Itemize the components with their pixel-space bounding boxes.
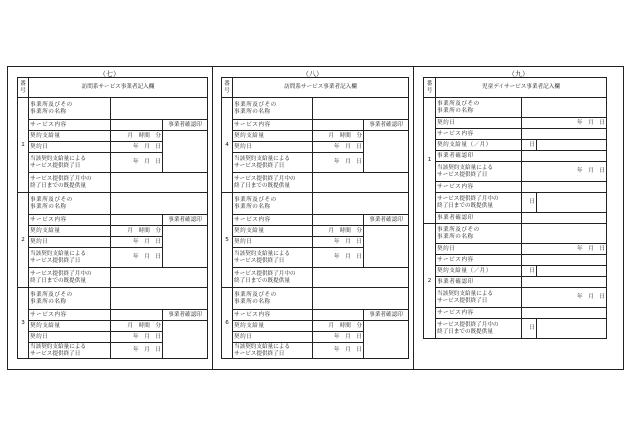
entry-number: 3 <box>18 288 29 359</box>
contract-amount-label: 契約支給量 <box>233 321 313 332</box>
section-title: 訪問系サービス事業者記入欄 <box>29 78 208 98</box>
service-content-label: サービス内容 <box>436 129 522 140</box>
confirm-stamp-label: 事業者確認印 <box>163 120 208 131</box>
entry-number: 2 <box>424 224 436 339</box>
office-name-label: 事業所及びその 事業所の名称 <box>29 288 111 310</box>
confirm-stamp-label: 事業者確認印 <box>436 277 522 288</box>
service-content-field[interactable] <box>111 215 163 226</box>
service-content-field[interactable] <box>522 182 607 193</box>
contract-amount-label: 契約支給量 <box>233 131 313 142</box>
end-date-field[interactable]: 年 月 日 <box>313 153 364 173</box>
contract-amount-field[interactable]: 月 時間 分 <box>313 226 364 237</box>
contract-amount-field[interactable]: 日 <box>522 140 537 151</box>
contract-amount-field[interactable]: 月 時間 分 <box>111 321 163 332</box>
section-title: 児童デイサービス事業者記入欄 <box>436 78 607 98</box>
service-table-7 <box>17 77 208 359</box>
service-content-label: サービス内容 <box>29 215 111 226</box>
service-content-field[interactable] <box>111 310 163 321</box>
confirm-stamp-label: 事業者確認印 <box>436 151 522 162</box>
service-content-label: サービス内容 <box>436 255 522 266</box>
office-name-field[interactable] <box>313 288 409 310</box>
section-label-8: （八） <box>302 70 323 78</box>
end-date-label: 当該契約支給量による サービス提供終了日 <box>436 162 522 182</box>
provided-amount-label: サービス提供終了月中の 終了日までの既提供量 <box>233 268 313 288</box>
number-header: 番 号 <box>424 78 436 98</box>
contract-date-field[interactable]: 年 月 日 <box>522 244 607 255</box>
office-name-label: 事業所及びその 事業所の名称 <box>29 98 111 120</box>
service-content-field[interactable] <box>522 308 607 319</box>
provided-amount-field[interactable]: 日 <box>522 193 537 213</box>
contract-date-field[interactable]: 年 月 日 <box>522 118 607 129</box>
contract-date-label: 契約日 <box>29 142 111 153</box>
contract-amount-field[interactable]: 月 時間 分 <box>313 321 364 332</box>
service-content-field[interactable] <box>522 255 607 266</box>
entry-number: 4 <box>222 98 233 193</box>
confirm-stamp-field[interactable] <box>163 131 208 173</box>
service-content-label: サービス内容 <box>436 308 522 319</box>
office-name-field[interactable] <box>522 224 607 244</box>
confirm-stamp-label: 事業者確認印 <box>436 213 522 224</box>
end-date-label: 当該契約支給量による サービス提供終了日 <box>233 153 313 173</box>
section-label-9: （九） <box>508 70 529 78</box>
contract-date-field[interactable]: 年 月 日 <box>313 332 364 343</box>
service-content-label: サービス内容 <box>233 310 313 321</box>
confirm-stamp-field[interactable] <box>522 213 607 224</box>
section-divider <box>212 66 213 370</box>
office-name-label: 事業所及びその 事業所の名称 <box>233 288 313 310</box>
end-date-label: 当該契約支給量による サービス提供終了日 <box>436 288 522 308</box>
contract-date-label: 契約日 <box>29 332 111 343</box>
contract-amount-field[interactable]: 月 時間 分 <box>313 131 364 142</box>
confirm-stamp-field[interactable] <box>364 131 409 173</box>
contract-date-label: 契約日 <box>436 118 522 129</box>
contract-amount-blank[interactable] <box>537 266 607 277</box>
entry-number: 1 <box>424 98 436 224</box>
number-header: 番 号 <box>222 78 233 98</box>
confirm-stamp-field[interactable] <box>364 321 409 359</box>
end-date-label: 当該契約支給量による サービス提供終了日 <box>233 248 313 268</box>
contract-date-label: 契約日 <box>233 332 313 343</box>
entry-number: 2 <box>18 193 29 288</box>
service-content-label: サービス内容 <box>29 120 111 131</box>
service-table-9 <box>423 77 607 339</box>
confirm-stamp-field[interactable] <box>522 277 607 288</box>
contract-date-label: 契約日 <box>436 244 522 255</box>
entry-number: 6 <box>222 288 233 359</box>
provided-amount-label: サービス提供終了月中の 終了日までの既提供量 <box>436 193 522 213</box>
contract-amount-label: 契約支給量 <box>29 226 111 237</box>
contract-amount-field[interactable]: 日 <box>522 266 537 277</box>
office-name-field[interactable] <box>313 98 409 120</box>
contract-date-label: 契約日 <box>233 237 313 248</box>
contract-date-label: 契約日 <box>233 142 313 153</box>
provided-amount-label: サービス提供終了月中の 終了日までの既提供量 <box>436 319 522 339</box>
service-content-label: サービス内容 <box>29 310 111 321</box>
end-date-field[interactable]: 年 月 日 <box>111 343 163 359</box>
office-name-field[interactable] <box>111 193 208 215</box>
confirm-stamp-field[interactable] <box>522 151 607 162</box>
office-name-label: 事業所及びその 事業所の名称 <box>233 98 313 120</box>
contract-amount-label: 契約支給量 <box>29 321 111 332</box>
end-date-field[interactable]: 年 月 日 <box>522 162 607 182</box>
service-content-field[interactable] <box>313 310 364 321</box>
service-content-field[interactable] <box>522 129 607 140</box>
service-content-label: サービス内容 <box>233 215 313 226</box>
confirm-stamp-label: 事業者確認印 <box>163 310 208 321</box>
office-name-label: 事業所及びその 事業所の名称 <box>233 193 313 215</box>
service-content-field[interactable] <box>313 120 364 131</box>
confirm-stamp-field[interactable] <box>364 226 409 268</box>
end-date-label: 当該契約支給量による サービス提供終了日 <box>233 343 313 359</box>
service-content-label: サービス内容 <box>233 120 313 131</box>
provided-amount-field[interactable] <box>313 173 409 193</box>
number-header: 番 号 <box>18 78 29 98</box>
service-table-8 <box>221 77 409 359</box>
contract-date-field[interactable]: 年 月 日 <box>111 237 163 248</box>
contract-amount-label: 契約支給量 <box>233 226 313 237</box>
office-name-label: 事業所及びその 事業所の名称 <box>436 224 522 244</box>
section-title: 訪問系サービス事業者記入欄 <box>233 78 409 98</box>
contract-amount-label: 契約支給量 <box>29 131 111 142</box>
contract-amount-label: 契約支給量（／月） <box>436 140 522 151</box>
provided-amount-field[interactable] <box>313 268 409 288</box>
section-label-7: （七） <box>99 70 120 78</box>
provided-amount-field[interactable]: 日 <box>522 319 537 339</box>
provided-amount-field[interactable] <box>111 268 208 288</box>
office-name-label: 事業所及びその 事業所の名称 <box>29 193 111 215</box>
confirm-stamp-field[interactable] <box>163 321 208 359</box>
provided-amount-field[interactable] <box>111 173 208 193</box>
contract-amount-field[interactable]: 月 時間 分 <box>111 226 163 237</box>
service-content-field[interactable] <box>111 120 163 131</box>
office-name-field[interactable] <box>111 288 208 310</box>
provided-amount-label: サービス提供終了月中の 終了日までの既提供量 <box>29 268 111 288</box>
end-date-field[interactable]: 年 月 日 <box>111 153 163 173</box>
end-date-field[interactable]: 年 月 日 <box>111 248 163 268</box>
contract-amount-field[interactable]: 月 時間 分 <box>111 131 163 142</box>
service-content-label: サービス内容 <box>436 182 522 193</box>
service-content-field[interactable] <box>313 215 364 226</box>
office-name-field[interactable] <box>313 193 409 215</box>
end-date-label: 当該契約支給量による サービス提供終了日 <box>29 248 111 268</box>
confirm-stamp-label: 事業者確認印 <box>364 215 409 226</box>
contract-date-field[interactable]: 年 月 日 <box>313 142 364 153</box>
contract-date-field[interactable]: 年 月 日 <box>111 142 163 153</box>
provided-amount-label: サービス提供終了月中の 終了日までの既提供量 <box>29 173 111 193</box>
contract-date-field[interactable]: 年 月 日 <box>111 332 163 343</box>
confirm-stamp-field[interactable] <box>163 226 208 268</box>
provided-amount-blank[interactable] <box>537 193 607 213</box>
entry-number: 1 <box>18 98 29 193</box>
contract-date-field[interactable]: 年 月 日 <box>313 237 364 248</box>
end-date-field[interactable]: 年 月 日 <box>522 288 607 308</box>
confirm-stamp-label: 事業者確認印 <box>364 310 409 321</box>
contract-date-label: 契約日 <box>29 237 111 248</box>
office-name-label: 事業所及びその 事業所の名称 <box>436 98 522 118</box>
entry-number: 5 <box>222 193 233 288</box>
end-date-label: 当該契約支給量による サービス提供終了日 <box>29 153 111 173</box>
office-name-field[interactable] <box>111 98 208 120</box>
contract-amount-label: 契約支給量（／月） <box>436 266 522 277</box>
end-date-label: 当該契約支給量による サービス提供終了日 <box>29 343 111 359</box>
office-name-field[interactable] <box>522 98 607 118</box>
confirm-stamp-label: 事業者確認印 <box>163 215 208 226</box>
provided-amount-blank[interactable] <box>537 319 607 339</box>
end-date-field[interactable]: 年 月 日 <box>313 343 364 359</box>
contract-amount-blank[interactable] <box>537 140 607 151</box>
end-date-field[interactable]: 年 月 日 <box>313 248 364 268</box>
confirm-stamp-label: 事業者確認印 <box>364 120 409 131</box>
section-divider <box>413 66 414 370</box>
provided-amount-label: サービス提供終了月中の 終了日までの既提供量 <box>233 173 313 193</box>
